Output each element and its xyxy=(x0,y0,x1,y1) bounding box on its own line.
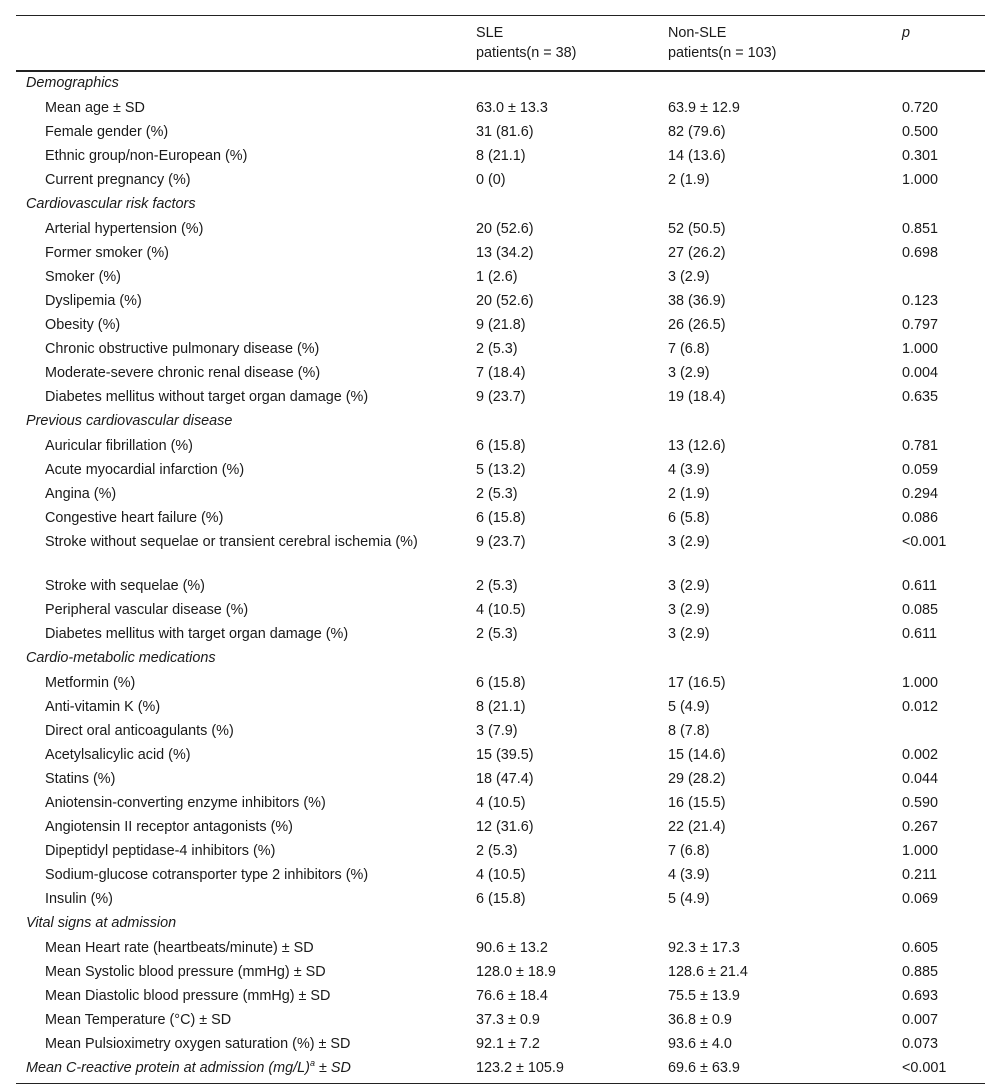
row-label: Anti-vitamin K (%) xyxy=(45,699,161,715)
sle-value: 1 (2.6) xyxy=(476,269,518,285)
p-value: 0.301 xyxy=(902,148,939,164)
sle-value: 3 (7.9) xyxy=(476,723,518,739)
nonsle-value: 29 (28.2) xyxy=(668,771,726,787)
row-label: Stroke with sequelae (%) xyxy=(45,578,205,594)
nonsle-value: 27 (26.2) xyxy=(668,245,726,261)
row-label: Dipeptidyl peptidase-4 inhibitors (%) xyxy=(45,843,276,859)
p-value: 1.000 xyxy=(902,675,939,691)
row-label: Angina (%) xyxy=(45,486,117,502)
p-value: 0.044 xyxy=(902,771,939,787)
row-label: Obesity (%) xyxy=(45,317,121,333)
table-row xyxy=(16,961,985,985)
p-value: 0.500 xyxy=(902,124,939,140)
p-value xyxy=(892,266,985,290)
nonsle-value: 82 (79.6) xyxy=(668,124,726,140)
nonsle-value: 5 (4.9) xyxy=(668,699,710,715)
p-value: 0.069 xyxy=(902,891,939,907)
row-label: Diabetes mellitus with target organ damage (%) xyxy=(45,626,349,642)
sle-value: 37.3 ± 0.9 xyxy=(476,1012,540,1028)
header-p xyxy=(892,16,985,72)
nonsle-value: 93.6 ± 4.0 xyxy=(668,1036,732,1052)
p-value: 0.611 xyxy=(902,578,937,594)
p-value: 0.007 xyxy=(902,1012,939,1028)
row-label: Mean Heart rate (heartbeats/minute) ± SD xyxy=(45,940,314,956)
p-value: 0.698 xyxy=(902,245,939,261)
sle-value: 6 (15.8) xyxy=(476,438,526,454)
nonsle-value: 5 (4.9) xyxy=(668,891,710,907)
header-nonsle-line2: patients(n = 103) xyxy=(668,45,777,61)
section-title: Vital signs at admission xyxy=(26,915,177,931)
table-row xyxy=(16,266,985,290)
nonsle-value: 52 (50.5) xyxy=(668,221,726,237)
header-label-column xyxy=(16,16,466,72)
row-label: Insulin (%) xyxy=(45,891,113,907)
sle-value: 4 (10.5) xyxy=(476,602,526,618)
sle-value: 2 (5.3) xyxy=(476,626,518,642)
table-row xyxy=(16,314,985,338)
header-sle xyxy=(466,16,658,72)
table-row xyxy=(16,720,985,744)
row-label: Mean Pulsioximetry oxygen saturation (%) ± SD xyxy=(45,1036,351,1052)
sle-value: 20 (52.6) xyxy=(476,293,534,309)
header-nonsle xyxy=(658,16,892,72)
table-row xyxy=(16,145,985,169)
nonsle-value: 3 (2.9) xyxy=(668,534,710,550)
row-label: Acute myocardial infarction (%) xyxy=(45,462,245,478)
sle-value: 15 (39.5) xyxy=(476,747,534,763)
row-label: Acetylsalicylic acid (%) xyxy=(45,747,191,763)
p-value: 0.611 xyxy=(902,626,937,642)
table-row xyxy=(16,888,985,912)
sle-value: 6 (15.8) xyxy=(476,510,526,526)
nonsle-value: 8 (7.8) xyxy=(668,723,710,739)
row-label: Moderate-severe chronic renal disease (%) xyxy=(45,365,321,381)
nonsle-value: 2 (1.9) xyxy=(668,172,710,188)
nonsle-value: 75.5 ± 13.9 xyxy=(668,988,740,1004)
sle-value: 63.0 ± 13.3 xyxy=(476,100,548,116)
p-value: 0.693 xyxy=(902,988,939,1004)
nonsle-value: 3 (2.9) xyxy=(668,578,710,594)
crp-label-suffix: ± SD xyxy=(314,1060,351,1076)
row-label: Angiotensin II receptor antagonists (%) xyxy=(45,819,293,835)
p-value: 0.720 xyxy=(902,100,939,116)
p-value: 0.002 xyxy=(902,747,939,763)
sle-value: 2 (5.3) xyxy=(476,486,518,502)
section-heading-row xyxy=(16,193,985,218)
section-title: Demographics xyxy=(26,75,119,91)
p-value: 0.267 xyxy=(902,819,939,835)
crp-row xyxy=(16,1057,985,1084)
p-value: 0.590 xyxy=(902,795,939,811)
nonsle-value: 14 (13.6) xyxy=(668,148,726,164)
row-label: Auricular fibrillation (%) xyxy=(45,438,193,454)
nonsle-value: 26 (26.5) xyxy=(668,317,726,333)
row-label: Aniotensin-converting enzyme inhibitors (%) xyxy=(45,795,326,811)
p-value: 0.085 xyxy=(902,602,939,618)
table-row xyxy=(16,531,985,575)
sle-value: 2 (5.3) xyxy=(476,578,518,594)
table-row xyxy=(16,242,985,266)
table-row xyxy=(16,338,985,362)
table-row xyxy=(16,768,985,792)
p-value: 0.004 xyxy=(902,365,939,381)
nonsle-value: 4 (3.9) xyxy=(668,462,710,478)
sle-value: 123.2 ± 105.9 xyxy=(476,1060,564,1076)
p-value: <0.001 xyxy=(902,534,947,550)
section-title: Cardio-metabolic medications xyxy=(26,650,216,666)
sle-value: 8 (21.1) xyxy=(476,148,526,164)
row-label: Metformin (%) xyxy=(45,675,136,691)
p-value: 0.797 xyxy=(902,317,939,333)
row-label: Mean Temperature (°C) ± SD xyxy=(45,1012,232,1028)
p-value: 0.781 xyxy=(902,438,939,454)
table-row xyxy=(16,599,985,623)
sle-value: 4 (10.5) xyxy=(476,867,526,883)
nonsle-value: 13 (12.6) xyxy=(668,438,726,454)
nonsle-value: 4 (3.9) xyxy=(668,867,710,883)
table-row xyxy=(16,97,985,121)
table-header xyxy=(16,16,985,72)
table-row xyxy=(16,937,985,961)
table-row xyxy=(16,121,985,145)
row-label: Stroke without sequelae or transient cerebral ischemia (%) xyxy=(45,534,418,550)
nonsle-value: 36.8 ± 0.9 xyxy=(668,1012,732,1028)
table-row xyxy=(16,362,985,386)
row-label: Smoker (%) xyxy=(45,269,121,285)
table-row xyxy=(16,459,985,483)
table-row xyxy=(16,864,985,888)
nonsle-value: 7 (6.8) xyxy=(668,843,710,859)
table-row xyxy=(16,507,985,531)
section-title: Cardiovascular risk factors xyxy=(26,196,196,212)
header-sle-line1: SLE xyxy=(476,25,504,41)
p-value: 0.851 xyxy=(902,221,939,237)
sle-value: 20 (52.6) xyxy=(476,221,534,237)
table-row xyxy=(16,1009,985,1033)
nonsle-value: 128.6 ± 21.4 xyxy=(668,964,748,980)
table-row xyxy=(16,816,985,840)
row-label: Diabetes mellitus without target organ damage (%) xyxy=(45,389,369,405)
table-row xyxy=(16,840,985,864)
section-heading-row xyxy=(16,912,985,937)
row-label: Mean Diastolic blood pressure (mmHg) ± SD xyxy=(45,988,331,1004)
section-heading-row xyxy=(16,410,985,435)
section-heading-row xyxy=(16,647,985,672)
row-label: Sodium-glucose cotransporter type 2 inhibitors (%) xyxy=(45,867,369,883)
p-value: 0.605 xyxy=(902,940,939,956)
sle-value: 76.6 ± 18.4 xyxy=(476,988,548,1004)
table-row xyxy=(16,985,985,1009)
nonsle-value: 3 (2.9) xyxy=(668,626,710,642)
table-body xyxy=(16,71,985,1084)
p-value: 1.000 xyxy=(902,843,939,859)
table-row xyxy=(16,672,985,696)
table-row xyxy=(16,169,985,193)
sle-value: 13 (34.2) xyxy=(476,245,534,261)
nonsle-value: 63.9 ± 12.9 xyxy=(668,100,740,116)
p-value: 0.086 xyxy=(902,510,939,526)
sle-value: 128.0 ± 18.9 xyxy=(476,964,556,980)
row-label: Congestive heart failure (%) xyxy=(45,510,224,526)
table-row xyxy=(16,435,985,459)
sle-value: 9 (23.7) xyxy=(476,534,526,550)
p-value: 0.211 xyxy=(902,867,937,883)
nonsle-value: 3 (2.9) xyxy=(668,365,710,381)
header-sle-line2: patients(n = 38) xyxy=(476,45,577,61)
p-value: 0.635 xyxy=(902,389,939,405)
nonsle-value: 69.6 ± 63.9 xyxy=(668,1060,740,1076)
crp-label-cell xyxy=(16,1057,466,1084)
sle-value: 2 (5.3) xyxy=(476,843,518,859)
header-nonsle-line1: Non-SLE xyxy=(668,25,727,41)
row-label: Mean Systolic blood pressure (mmHg) ± SD xyxy=(45,964,326,980)
row-label: Current pregnancy (%) xyxy=(45,172,191,188)
p-value: 1.000 xyxy=(902,172,939,188)
table-row xyxy=(16,744,985,768)
sle-value: 2 (5.3) xyxy=(476,341,518,357)
nonsle-value: 38 (36.9) xyxy=(668,293,726,309)
nonsle-value: 15 (14.6) xyxy=(668,747,726,763)
sle-value: 18 (47.4) xyxy=(476,771,534,787)
sle-value: 8 (21.1) xyxy=(476,699,526,715)
table-row xyxy=(16,696,985,720)
table-row xyxy=(16,386,985,410)
p-value: 0.012 xyxy=(902,699,939,715)
sle-value: 31 (81.6) xyxy=(476,124,534,140)
table-row xyxy=(16,218,985,242)
row-label: Former smoker (%) xyxy=(45,245,169,261)
p-value: 0.073 xyxy=(902,1036,939,1052)
p-value: <0.001 xyxy=(902,1060,947,1076)
nonsle-value: 22 (21.4) xyxy=(668,819,726,835)
header-p-label: p xyxy=(902,25,911,41)
section-title: Previous cardiovascular disease xyxy=(26,413,233,429)
results-table xyxy=(16,15,985,1084)
p-value: 0.885 xyxy=(902,964,939,980)
crp-footnote-marker: a xyxy=(309,1058,315,1069)
table-row xyxy=(16,290,985,314)
sle-value: 5 (13.2) xyxy=(476,462,526,478)
row-label: Statins (%) xyxy=(45,771,116,787)
row-label: Direct oral anticoagulants (%) xyxy=(45,723,234,739)
row-label: Chronic obstructive pulmonary disease (%) xyxy=(45,341,320,357)
table-row xyxy=(16,1033,985,1057)
table-row xyxy=(16,483,985,507)
sle-value: 7 (18.4) xyxy=(476,365,526,381)
nonsle-value: 16 (15.5) xyxy=(668,795,726,811)
sle-value: 9 (21.8) xyxy=(476,317,526,333)
sle-value: 0 (0) xyxy=(476,172,506,188)
row-label: Female gender (%) xyxy=(45,124,169,140)
table-row xyxy=(16,575,985,599)
nonsle-value: 2 (1.9) xyxy=(668,486,710,502)
nonsle-value: 19 (18.4) xyxy=(668,389,726,405)
sle-value: 9 (23.7) xyxy=(476,389,526,405)
p-value: 1.000 xyxy=(902,341,939,357)
row-label: Peripheral vascular disease (%) xyxy=(45,602,249,618)
p-value: 0.123 xyxy=(902,293,939,309)
row-label: Ethnic group/non-European (%) xyxy=(45,148,248,164)
sle-value: 4 (10.5) xyxy=(476,795,526,811)
row-label: Dyslipemia (%) xyxy=(45,293,142,309)
p-value: 0.059 xyxy=(902,462,939,478)
sle-value: 6 (15.8) xyxy=(476,891,526,907)
sle-value: 90.6 ± 13.2 xyxy=(476,940,548,956)
sle-value: 92.1 ± 7.2 xyxy=(476,1036,540,1052)
table-row xyxy=(16,623,985,647)
nonsle-value: 3 (2.9) xyxy=(668,602,710,618)
table-row xyxy=(16,792,985,816)
crp-label: Mean C-reactive protein at admission (mg/L) xyxy=(26,1060,310,1076)
p-value: 0.294 xyxy=(902,486,939,502)
nonsle-value: 92.3 ± 17.3 xyxy=(668,940,740,956)
nonsle-value: 3 (2.9) xyxy=(668,269,710,285)
row-label: Mean age ± SD xyxy=(45,100,145,116)
nonsle-value: 6 (5.8) xyxy=(668,510,710,526)
row-label: Arterial hypertension (%) xyxy=(45,221,204,237)
p-value xyxy=(892,720,985,744)
nonsle-value: 17 (16.5) xyxy=(668,675,726,691)
sle-value: 6 (15.8) xyxy=(476,675,526,691)
nonsle-value: 7 (6.8) xyxy=(668,341,710,357)
section-heading-row xyxy=(16,71,985,97)
sle-value: 12 (31.6) xyxy=(476,819,534,835)
